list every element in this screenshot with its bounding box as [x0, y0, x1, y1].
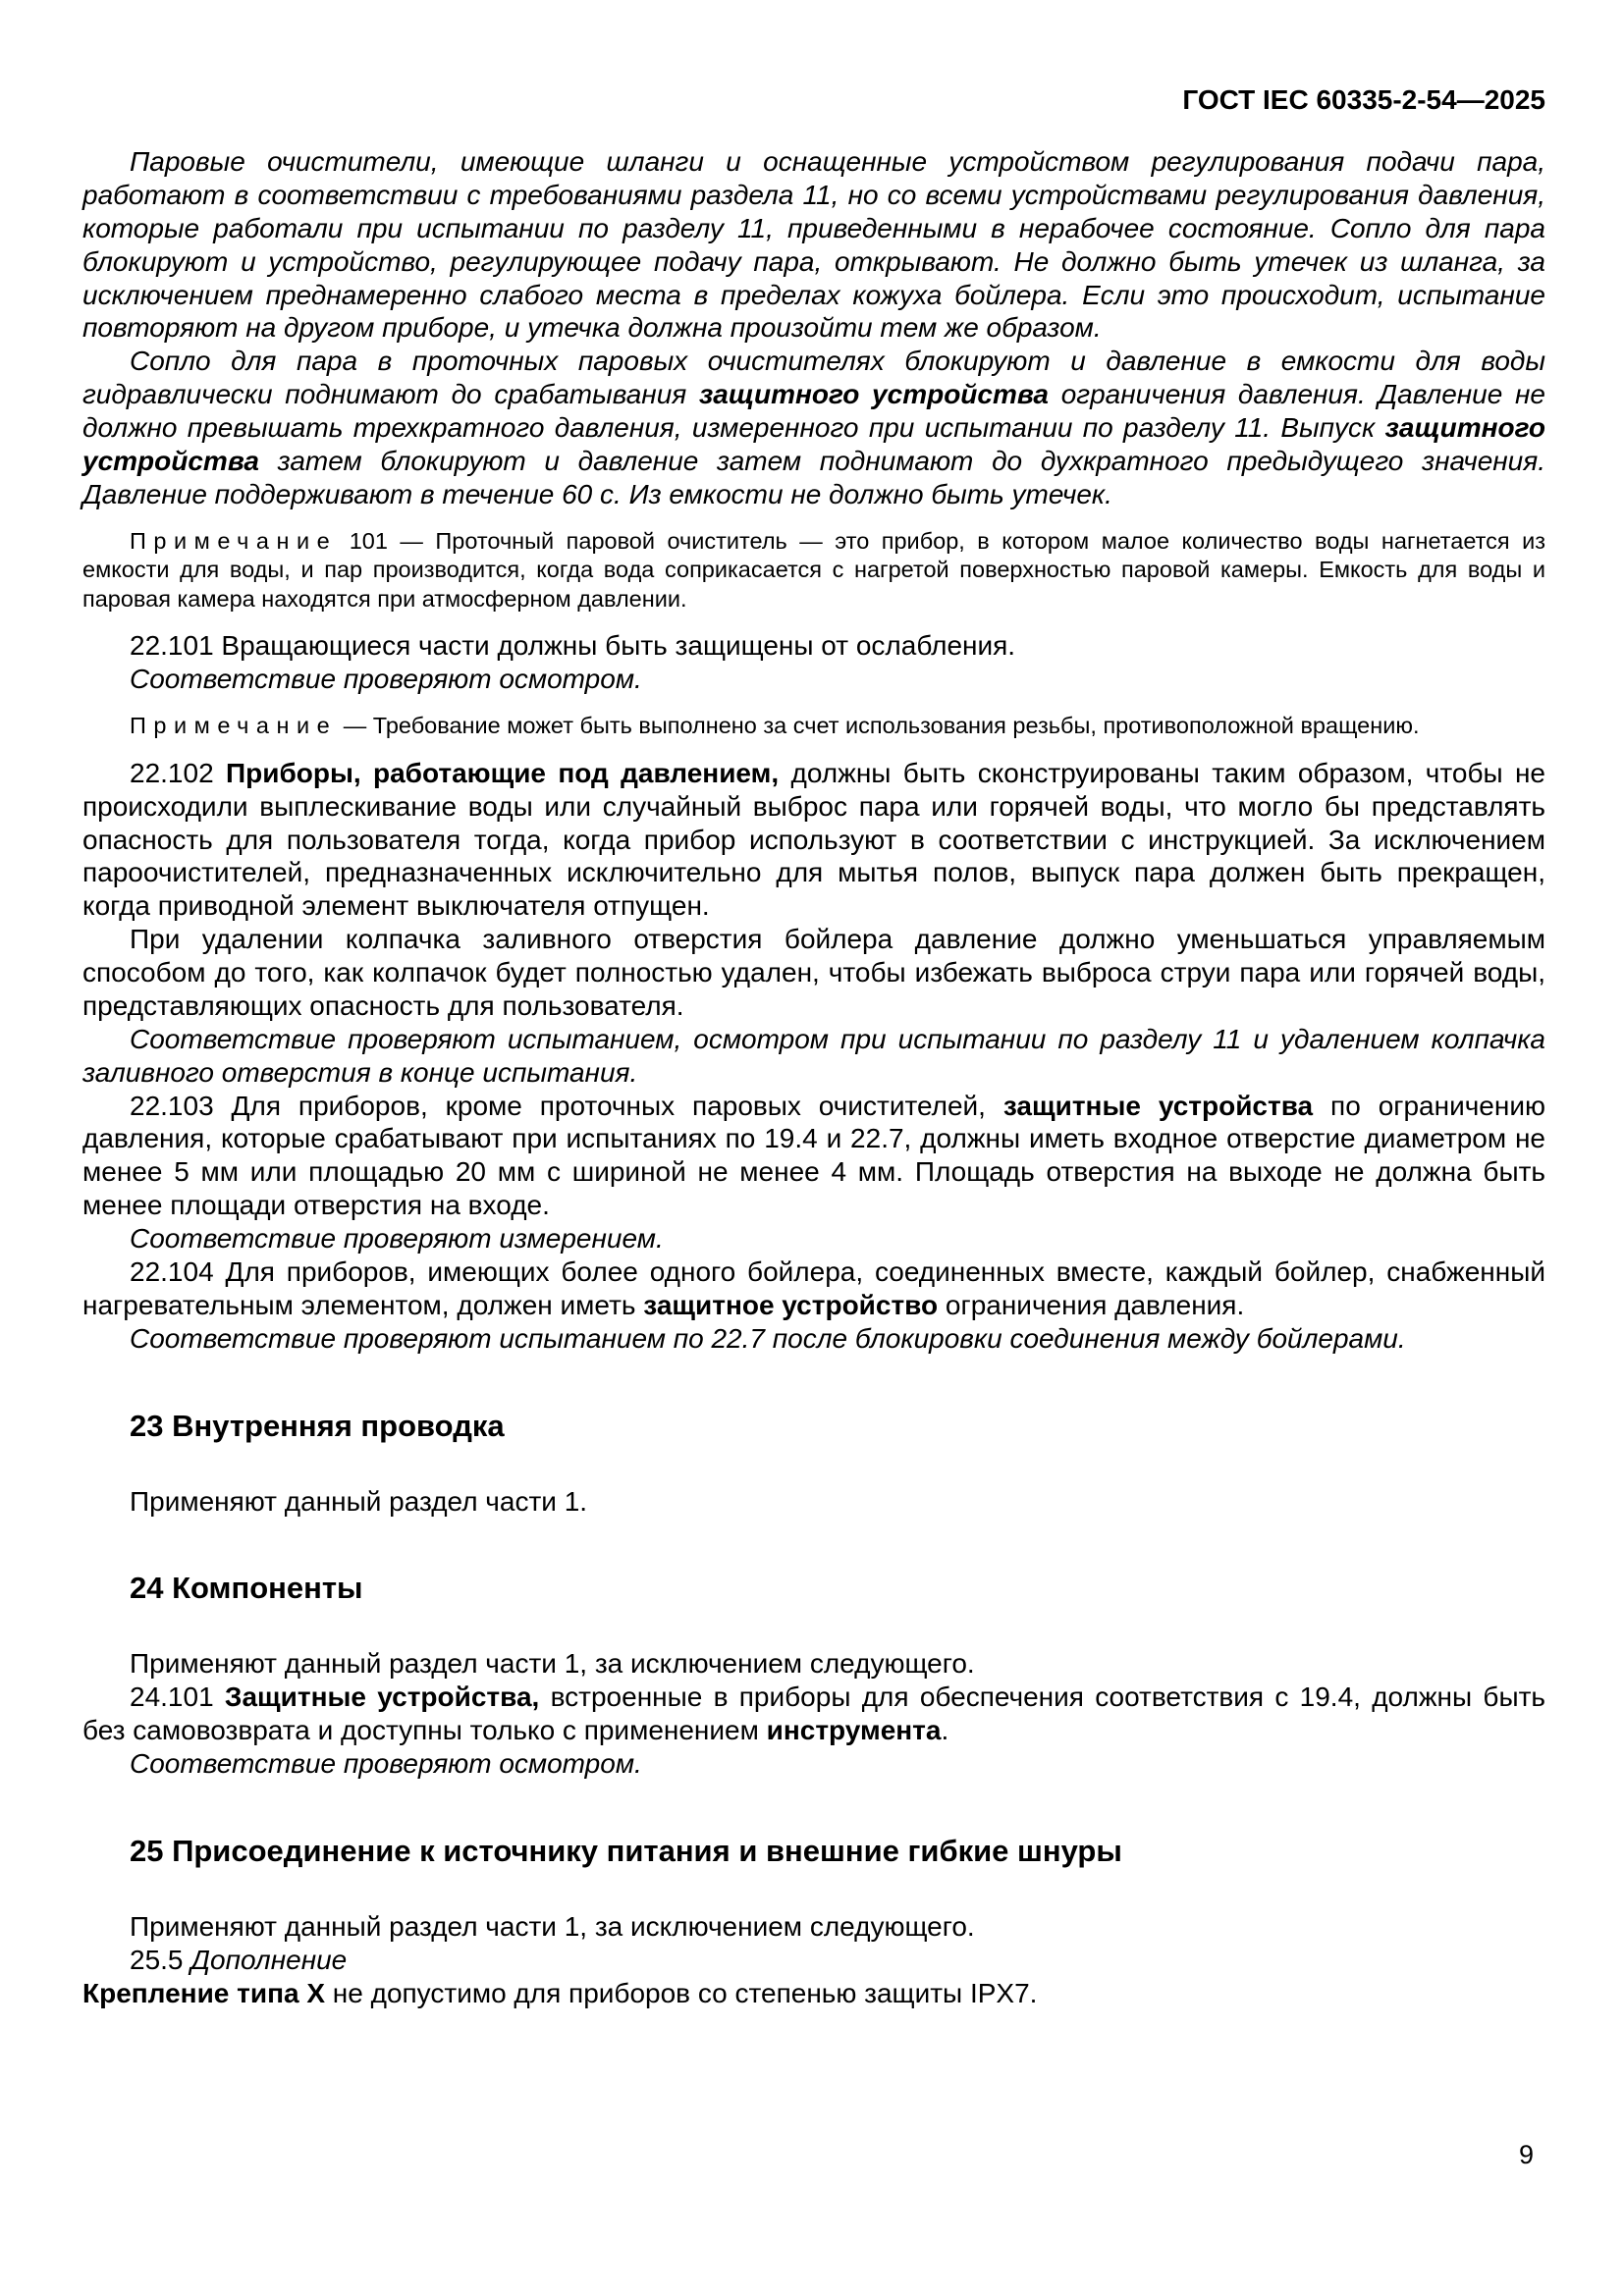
page-number: 9	[1518, 2140, 1534, 2169]
section-25-heading: 25 Присоединение к источнику питания и внешние гибкие шнуры	[130, 1833, 1122, 1868]
clause-22-101: 22.101 Вращающиеся части должны быть защищены от ослабления.	[130, 630, 1016, 662]
section-25-body: Применяют данный раздел части 1, за исключением следующего.	[130, 1910, 975, 1942]
clause-24-101: 24.101 Защитные устройства, встроенные в приборы для обеспечения соответствия с 19.4, должны быть без самовозврата и доступны только с применением инструмента.	[82, 1682, 1545, 1746]
clause-22-102: 22.102 Приборы, работающие под давлением, должны быть сконструированы таким образом, чтобы не происходили выплескивание воды или случайный выброс пара или горячей воды, что могло бы представлять опасность для пользователя тогда, когда прибор используют в соответствии с инструкцией. За исключением пароочистителей, предназначенных исключительно для мытья полов, выпуск пара должен быть прекращен, когда приводной элемент выключателя отпущен.	[82, 757, 1545, 922]
note-101: Примечание 101 — Проточный паровой очиститель — это прибор, в котором малое количество воды нагнетается из емкости для воды, и пар производится, когда вода соприкасается с нагретой поверхностью паровой камеры. Емкость для воды и паровая камера находятся при атмосферном давлении.	[82, 527, 1545, 612]
paragraph-flow-through-test: Сопло для пара в проточных паровых очистителях блокируют и давление в емкости для воды гидравлически поднимают до срабатывания защитного устройства ограничения давления. Давление не должно превышать трехкратного давления, измеренного при испытании по разделу 11. Выпуск защитного устройства затем блокируют и давление затем поднимают до духкратного предыдущего значения. Давление поддерживают в течение 60 с. Из емкости не должно быть утечек.	[82, 346, 1546, 509]
document-code: ГОСТ IEC 60335-2-54—2025	[1182, 84, 1545, 115]
clause-25-5: 25.5 Дополнение	[130, 1944, 348, 1975]
section-23-heading: 23 Внутренняя проводка	[130, 1408, 505, 1443]
clause-22-102-continued: При удалении колпачка заливного отверстия бойлера давление должно уменьшаться управляемым способом до того, как колпачок будет полностью удален, чтобы избежать выброса струи пара или горячей воды, представляющих опасность для пользователя.	[82, 924, 1545, 1021]
compliance-22-101: Соответствие проверяют осмотром.	[130, 664, 642, 695]
note-22-101: Примечание — Требование может быть выполнено за счет использования резьбы, противоположной вращению.	[130, 713, 1420, 739]
clause-25-5-text: Крепление типа X не допустимо для приборов со степенью защиты IPX7.	[82, 1977, 1038, 2008]
clause-22-104: 22.104 Для приборов, имеющих более одного бойлера, соединенных вместе, каждый бойлер, снабженный нагревательным элементом, должен иметь защитное устройство ограничения давления.	[82, 1255, 1545, 1320]
section-23-body: Применяют данный раздел части 1.	[130, 1485, 588, 1517]
document-body	[82, 145, 1545, 2010]
compliance-22-104: Соответствие проверяют испытанием по 22.7 после блокировки соединения между бойлерами.	[130, 1322, 1406, 1354]
clause-22-103: 22.103 Для приборов, кроме проточных паровых очистителей, защитные устройства по ограничению давления, которые срабатывают при испытаниях по 19.4 и 22.7, должны иметь входное отверстие диаметром не менее 5 мм или площадью 20 мм с шириной не менее 4 мм. Площадь отверстия на выходе не должна быть менее площади отверстия на входе.	[82, 1090, 1545, 1221]
section-24-heading: 24 Компоненты	[130, 1571, 363, 1606]
section-24-body: Применяют данный раздел части 1, за исключением следующего.	[130, 1648, 975, 1680]
compliance-24-101: Соответствие проверяют осмотром.	[130, 1748, 642, 1780]
paragraph-steam-hose-test: Паровые очистители, имеющие шланги и оснащенные устройством регулирования подачи пара, работают в соответствии с требованиями раздела 11, но со всеми устройствами регулирования давления, которые работали при испытании по разделу 11, приведенными в нерабочее состояние. Сопло для пара блокируют и устройство, регулирующее подачу пара, открывают. Не должно быть утечек из шланга, за исключением преднамеренно слабого места в пределах кожуха бойлера. Если это происходит, испытание повторяют на другом приборе, и утечка должна произойти тем же образом.	[82, 146, 1545, 344]
compliance-22-103: Соответствие проверяют измерением.	[130, 1223, 664, 1255]
compliance-22-102: Соответствие проверяют испытанием, осмотром при испытании по разделу 11 и удалением колпачка заливного отверстия в конце испытания.	[82, 1023, 1545, 1088]
